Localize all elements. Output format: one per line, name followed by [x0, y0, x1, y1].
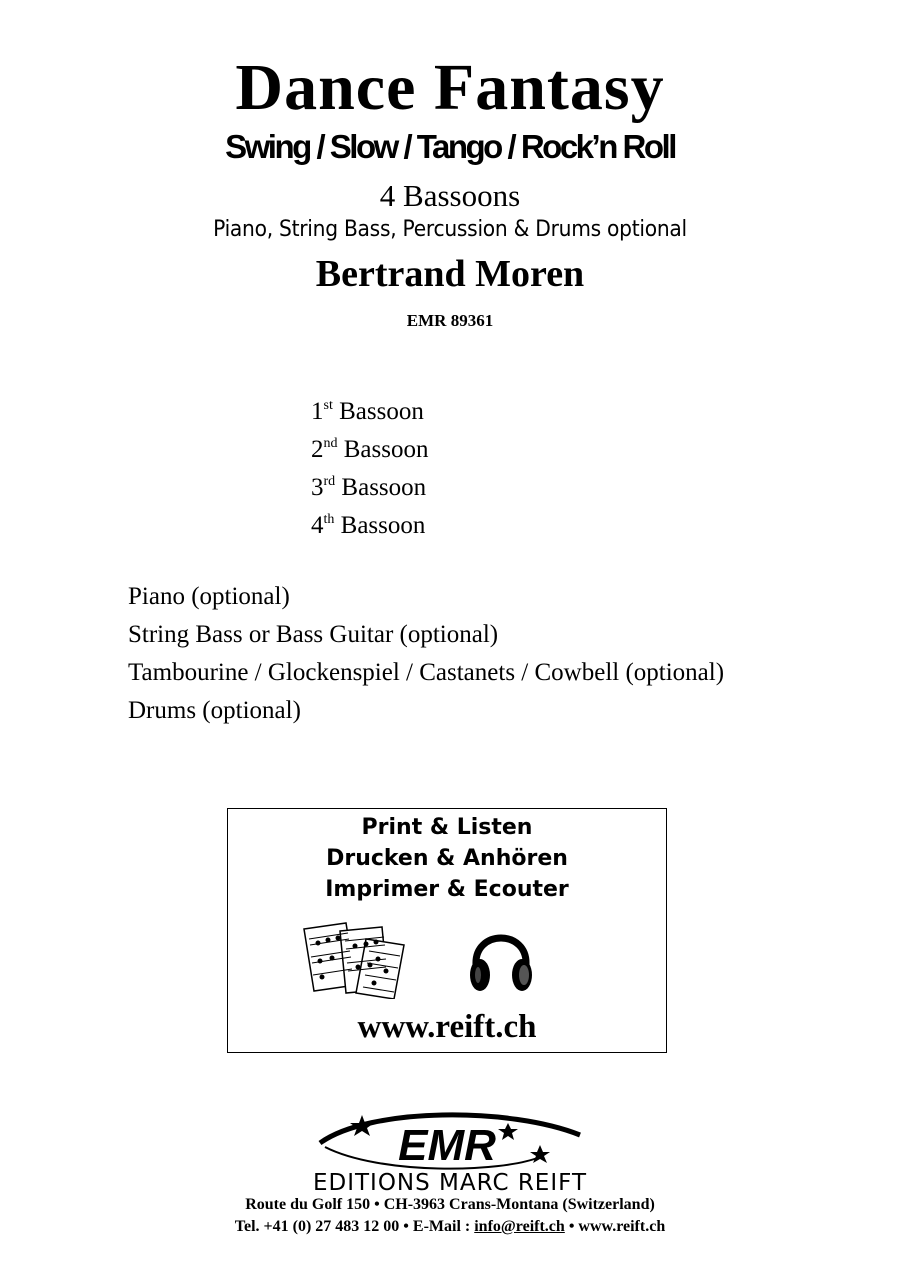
part-item: 3rd Bassoon [311, 474, 427, 501]
publisher-name: EDITIONS MARC REIFT [312, 1170, 588, 1195]
part-item: 4th Bassoon [311, 512, 426, 539]
parts-list [311, 387, 428, 539]
emr-logo [250, 1105, 650, 1195]
promo-line-en: Print & Listen [361, 815, 533, 840]
optional-parts-list [128, 578, 724, 730]
score-subtitle: Swing / Slow / Tango / Rock’n Roll [225, 128, 675, 165]
part-item: 2nd Bassoon [311, 436, 429, 463]
score-title: Dance Fantasy [235, 51, 665, 124]
part-item: 1st Bassoon [311, 398, 424, 425]
optional-part-item: Drums (optional) [128, 697, 301, 724]
instrumentation: 4 Bassoons [379, 178, 521, 213]
website-url: www.reift.ch [357, 1009, 537, 1045]
promo-line-de: Drucken & Anhören [326, 846, 568, 871]
publisher-address: Route du Golf 150 • CH-3963 Crans-Montana (Switzerland) [245, 1196, 655, 1213]
optional-part-item: Tambourine / Glockenspiel / Castanets / Cowbell (optional) [128, 659, 725, 686]
publisher-contact: Tel. +41 (0) 27 483 12 00 • E-Mail : info@reift.ch • www.reift.ch [234, 1218, 666, 1235]
catalog-number: EMR 89361 [406, 311, 494, 330]
optional-part-item: String Bass or Bass Guitar (optional) [128, 621, 499, 648]
logo-text: EMR [398, 1121, 496, 1170]
sheet-music-icon [300, 919, 412, 999]
promo-line-fr: Imprimer & Ecouter [325, 877, 569, 902]
headphones-icon [466, 919, 536, 999]
optional-part-item: Piano (optional) [128, 583, 290, 610]
email-link[interactable]: info@reift.ch [474, 1218, 565, 1235]
composer-name: Bertrand Moren [315, 253, 585, 295]
optional-instruments-line: Piano, String Bass, Percussion & Drums optional [213, 217, 687, 242]
print-listen-box [227, 808, 667, 1053]
